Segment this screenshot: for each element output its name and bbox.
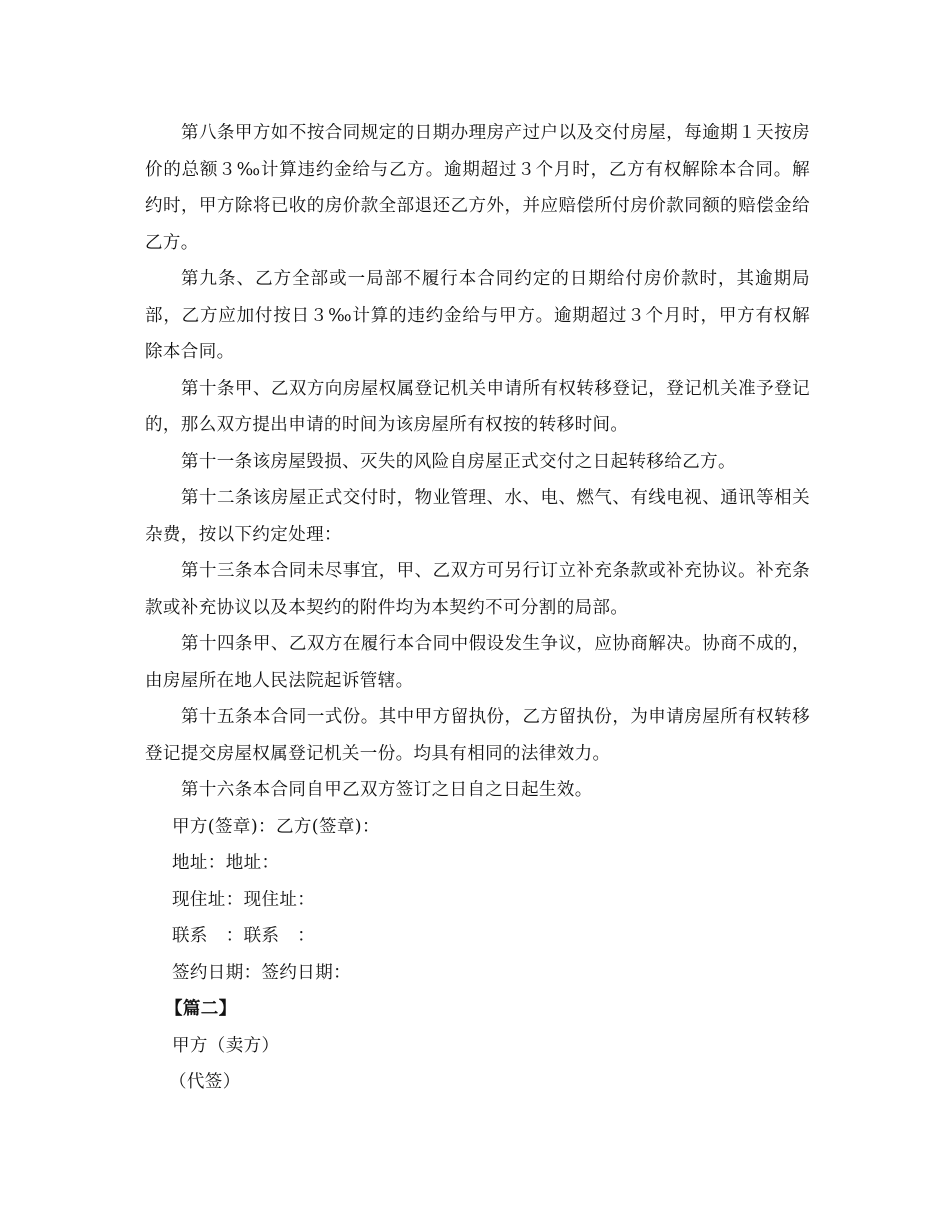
article-8: 第八条甲方如不按合同规定的日期办理房产过户以及交付房屋，每逾期１天按房价的总额３‰计算违约金给与乙方。逾期超过３个月时，乙方有权解除本合同。解约时，甲方除将已收的房价款全部退还乙方外，并应赔偿所付房价款同额的赔偿金给乙方。 [145, 123, 810, 253]
article-11: 第十一条该房屋毁损、灭失的风险自房屋正式交付之日起转移给乙方。 [181, 451, 736, 472]
article-12: 第十二条该房屋正式交付时，物业管理、水、电、燃气、有线电视、通讯等相关杂费，按以下约定处理： [145, 488, 810, 545]
signature-line-address: 地址：地址： [172, 853, 280, 873]
party-a-seller: 甲方（卖方） [172, 1035, 280, 1056]
signing-date-line: 签约日期：签约日期： [172, 962, 351, 983]
agent-sign: （代签） [169, 1072, 241, 1092]
article-9: 第九条、乙方全部或一局部不履行本合同约定的日期给付房价款时，其逾期局部，乙方应加付按日３‰计算的违约金给与甲方。逾期超过３个月时，甲方有权解除本合同。 [145, 269, 810, 362]
signature-line-contact: 联系 ：联系 ： [172, 926, 316, 946]
article-16: 第十六条本合同自甲乙双方签订之日自之日起生效。 [181, 780, 593, 800]
document-page [145, 115, 810, 1101]
signature-line-current-address: 现住址：现住址： [172, 889, 316, 910]
article-14: 第十四条甲、乙双方在履行本合同中假设发生争议，应协商解决。协商不成的，由房屋所在地人民法院起诉管辖。 [145, 634, 810, 691]
article-15: 第十五条本合同一式份。其中甲方留执份，乙方留执份，为申请房屋所有权转移登记提交房屋权属登记机关一份。均具有相同的法律效力。 [145, 707, 810, 764]
article-13: 第十三条本合同未尽事宜，甲、乙双方可另行订立补充条款或补充协议。补充条款或补充协议以及本契约的附件均为本契约不可分割的局部。 [145, 561, 810, 618]
signature-line-party: 甲方(签章)：乙方(签章)： [172, 816, 380, 837]
article-10: 第十条甲、乙双方向房屋权属登记机关申请所有权转移登记，登记机关准予登记的，那么双方提出申请的时间为该房屋所有权按的转移时间。 [145, 378, 810, 435]
section-heading: 【篇二】 [165, 999, 237, 1019]
